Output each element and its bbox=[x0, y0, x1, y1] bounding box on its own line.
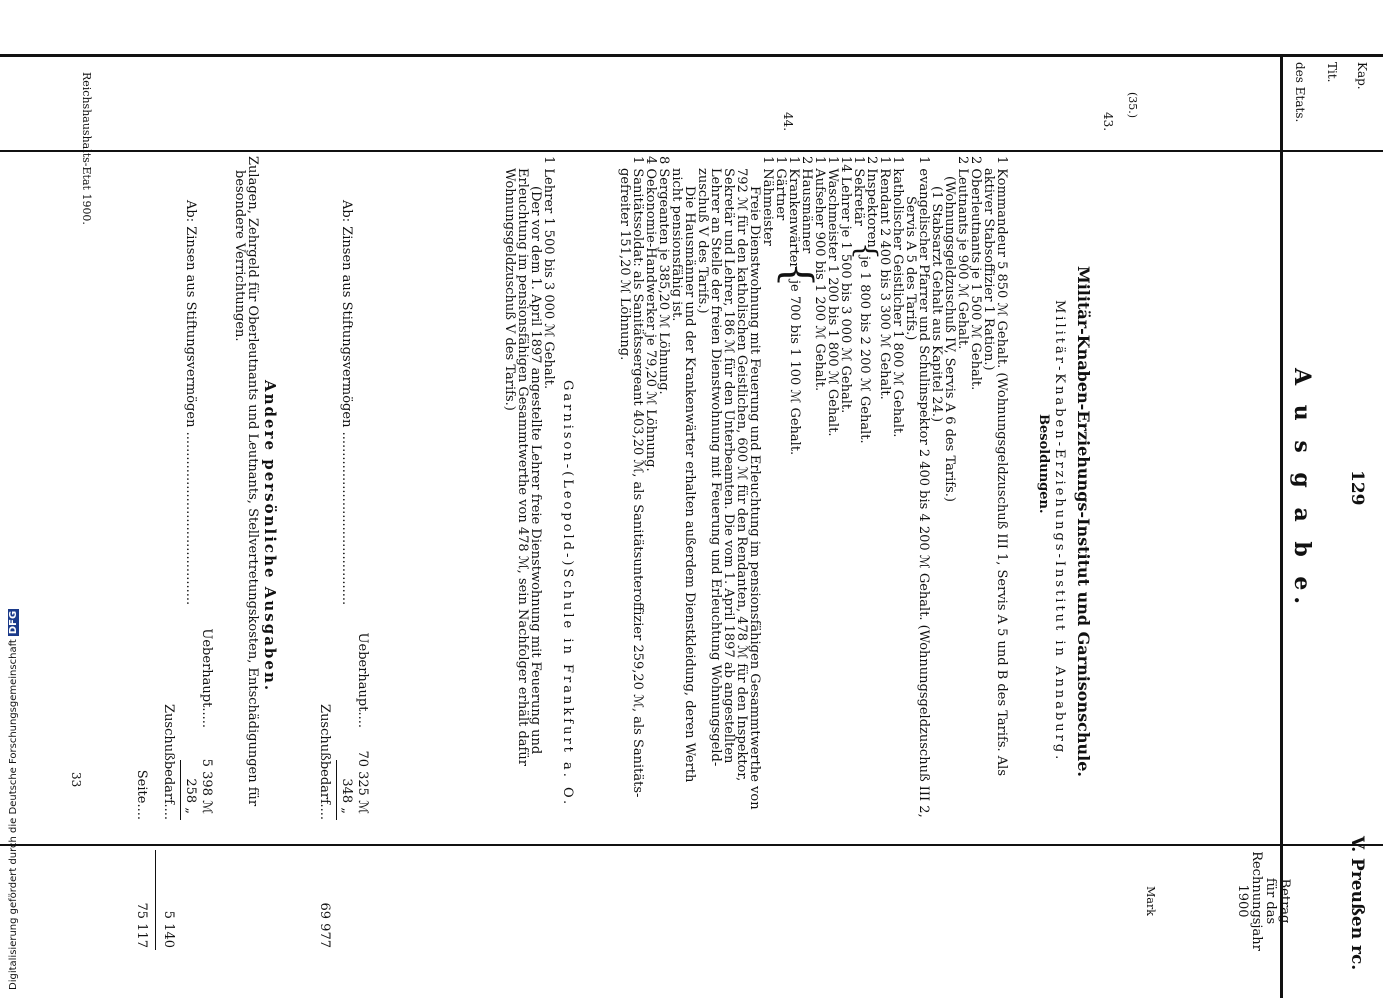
besoldungen-heading: Besoldungen. bbox=[1036, 414, 1051, 514]
section-subheading: Militär-Knaben-Erziehungs-Institut in Annaburg. bbox=[1052, 300, 1067, 763]
staff-line: 1 Aufseher 900 bis 1 200 ℳ Gehalt. bbox=[812, 156, 827, 392]
staff-line: 2 Inspektoren bbox=[864, 156, 879, 248]
note-line: 8 Sergeanten je 385,20 ℳ Löhnung. bbox=[656, 156, 671, 395]
brace-text: je 700 bis 1 100 ℳ Gehalt. bbox=[787, 280, 802, 456]
note-line: Sekretär und Lehrer, 186 ℳ für den Unterbeamten. Die vom 1. April 1897 ab angestellten bbox=[721, 168, 736, 764]
col-header-kap: Kap. bbox=[1355, 62, 1369, 90]
page-sum-value: 75 117 bbox=[134, 902, 149, 948]
note-line: 792 ℳ für den katholischen Geistlichen, 600 ℳ für den Rendanten, 478 ℳ für den Inspektor, bbox=[734, 168, 749, 782]
col-header-tit: Tit. bbox=[1325, 62, 1339, 83]
zuschuss-label: Zuschußbedarf.... bbox=[317, 704, 332, 820]
page-sum-label: Seite.... bbox=[134, 769, 149, 820]
margin-number-43: 43. bbox=[1101, 112, 1115, 132]
staff-line: 1 Rendant 2 400 bis 3 300 ℳ Gehalt. bbox=[877, 156, 892, 400]
school-heading: Garnison-(Leopold-)Schule in Frankfurt a. O. bbox=[560, 380, 575, 808]
margin-number-44: 44. bbox=[781, 112, 795, 132]
deduction-label: Ab: Zinsen aus Stiftungsvermögen .......................................... bbox=[339, 200, 354, 606]
total-label: Ueberhaupt.... bbox=[355, 632, 370, 728]
deduction-value: 258 „ bbox=[183, 778, 198, 814]
note-line: 1 Sanitätssoldat: als Sanitätssergeant 403,20 ℳ, als Sanitätsunteroffizier 259,20 ℳ, als Sanitäts- bbox=[630, 156, 645, 798]
total-value: 70 325 ℳ bbox=[355, 750, 370, 814]
staff-line: 2 Leutnants je 900 ℳ Gehalt. bbox=[955, 156, 970, 350]
margin-ref: (35.) bbox=[1126, 92, 1139, 119]
rule-header-bottom bbox=[1280, 54, 1283, 998]
staff-line: aktiver Stabsoffizier 1 Ration.) bbox=[981, 168, 996, 371]
section-heading: Militär-Knaben-Erziehungs-Institut und Garnisonschule. bbox=[1074, 266, 1093, 777]
sum-rule bbox=[180, 760, 181, 820]
school-note: Wohnungsgeldzuschuß V des Tarifs.) bbox=[502, 168, 517, 411]
zuschuss-value: 5 140 bbox=[161, 910, 176, 948]
brace: { bbox=[774, 262, 820, 288]
other-heading: Andere persönliche Ausgaben. bbox=[261, 380, 279, 693]
other-line: besondere Verrichtungen. bbox=[232, 170, 247, 342]
deduction-label: Ab: Zinsen aus Stiftungsvermögen .......................................... bbox=[183, 200, 198, 606]
staff-line: 1 Krankenwärter bbox=[786, 156, 801, 269]
deduction-value: 348 „ bbox=[339, 778, 354, 814]
brace: { bbox=[850, 242, 883, 260]
rule-etat-right bbox=[0, 150, 1383, 152]
staff-line: 1 evangelischer Pfarrer und Schulinspektor 2 400 bis 4 200 ℳ Gehalt. (Wohnungsgeldzuschuß III 2, bbox=[916, 156, 931, 818]
staff-line: 1 Gärtner bbox=[773, 156, 788, 221]
school-note: Erleuchtung im pensionsfähigen Gesammtwerthe von 478 ℳ, sein Nachfolger erhält dafür bbox=[515, 168, 530, 766]
staff-line: Servis A 5 des Tarifs.) bbox=[903, 196, 918, 341]
col-header-etat: des Etats. bbox=[1293, 62, 1307, 123]
staff-line: (1 Stabsarzt Gehalt aus Kapitel 24.) bbox=[929, 186, 944, 423]
note-line: nicht pensionsfähig ist. bbox=[669, 168, 684, 322]
sum-rule bbox=[336, 760, 337, 820]
col-header-betrag: Betrag für das Rechnungsjahr 1900 bbox=[1235, 851, 1292, 951]
rule-betrag-left bbox=[0, 844, 1383, 846]
staff-line: 1 Sekretär bbox=[851, 156, 866, 226]
staff-line: 1 Nähmeister bbox=[760, 156, 775, 246]
school-line: 1 Lehrer 1 500 bis 3 000 ℳ Gehalt. bbox=[541, 156, 556, 390]
page-heading: A u s g a b e. bbox=[1289, 368, 1315, 611]
footer-page-ref: 33 bbox=[69, 772, 83, 788]
digitization-note: Digitalisierung gefördert durch die Deutsche ForschungsgemeinschaftDFG bbox=[8, 610, 19, 990]
staff-line: 14 Lehrer je 1 500 bis 3 000 ℳ Gehalt. bbox=[838, 156, 853, 414]
zuschuss-value: 69 977 bbox=[317, 902, 332, 948]
col-unit-mark: Mark bbox=[1144, 886, 1157, 916]
zuschuss-label: Zuschußbedarf.... bbox=[161, 704, 176, 820]
sum-rule bbox=[155, 850, 156, 950]
staff-line: (Wohnungsgeldzuschuß IV, Servis A 6 des Tarifs.) bbox=[942, 176, 957, 502]
brace-text: je 1 800 bis 2 200 ℳ Gehalt. bbox=[857, 256, 872, 444]
note-line: Freie Dienstwohnung mit Feuerung und Erleuchtung im pensionsfähigen Gesammtwerthe von bbox=[747, 186, 762, 810]
other-line: Zulagen, Zehrgeld für Oberleutnants und Leutnants, Stellvertretungskosten, Entschädigungen für bbox=[245, 156, 260, 807]
note-line: zuschuß V des Tarifs.) bbox=[695, 168, 710, 314]
section-title: V. Preußen rc. bbox=[1347, 836, 1367, 971]
total-label: Ueberhaupt..... bbox=[199, 628, 214, 728]
note-line: Lehrer an Stelle der freien Dienstwohnung mit Feuerung und Erleuchtung Wohnungsgeld- bbox=[708, 168, 723, 767]
footer-etat: Reichshaushalts-Etat 1900. bbox=[80, 72, 93, 225]
staff-line: 1 katholischer Geistlicher 1 800 ℳ Gehalt. bbox=[890, 156, 905, 438]
note-line: Die Hausmänner und der Krankenwärter erhalten außerdem Dienstkleidung, deren Werth bbox=[682, 186, 697, 783]
note-line: 4 Oekonomie-Handwerker je 79,20 ℳ Löhnung. bbox=[643, 156, 658, 472]
page-number: 129 bbox=[1347, 470, 1367, 506]
rule-kap-left bbox=[0, 54, 1383, 57]
total-value: 5 398 ℳ bbox=[199, 758, 214, 814]
dfg-logo: DFG bbox=[8, 610, 19, 635]
note-line: gefreiter 151,20 ℳ Löhnung. bbox=[617, 168, 632, 361]
staff-line: 1 Waschmeister 1 200 bis 1 800 ℳ Gehalt. bbox=[825, 156, 840, 437]
staff-line: 2 Hausmänner bbox=[799, 156, 814, 254]
staff-line: 2 Oberleutnants je 1 500 ℳ Gehalt. bbox=[968, 156, 983, 391]
staff-line: 1 Kommandeur 5 850 ℳ Gehalt. (Wohnungsgeldzuschuß III 1, Servis A 5 und B des Tarifs. Als bbox=[994, 156, 1009, 776]
school-note: (Der vor dem 1. April 1897 angestellte Lehrer freie Dienstwohnung mit Feuerung und bbox=[528, 186, 543, 755]
